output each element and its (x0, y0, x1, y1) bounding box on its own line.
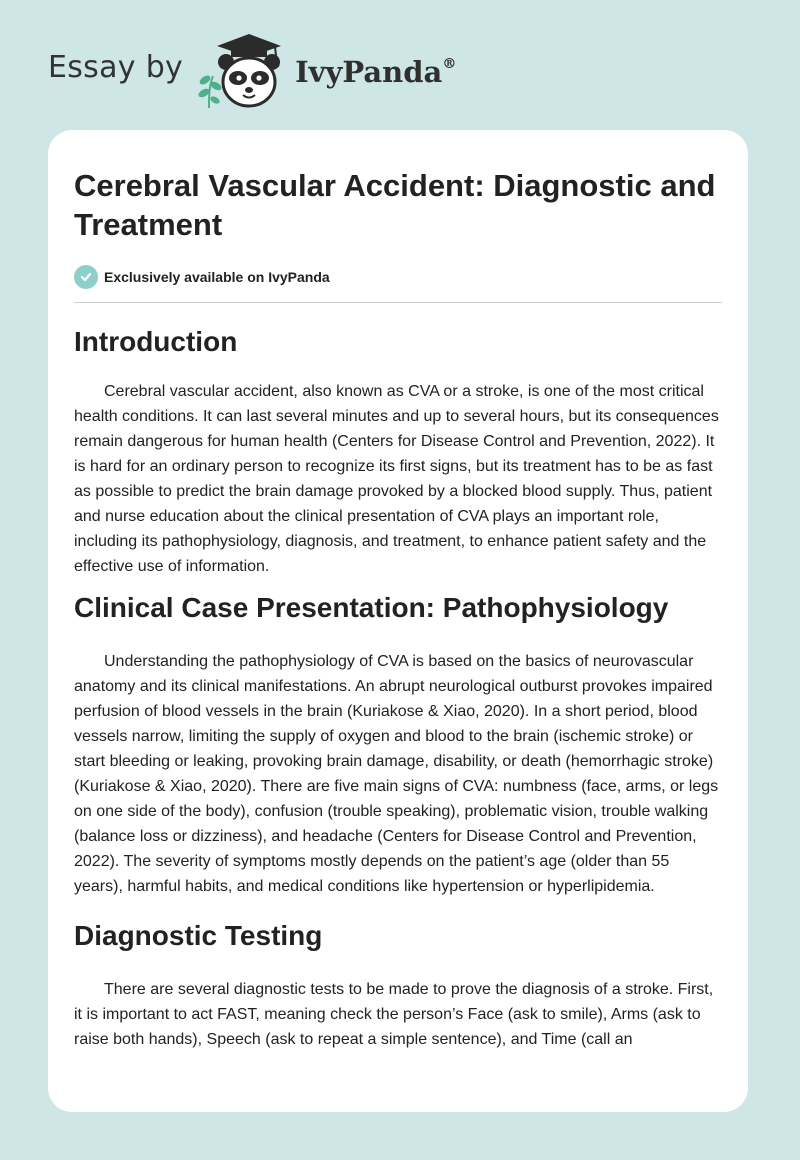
section-heading-pathophysiology: Clinical Case Presentation: Pathophysiology (74, 592, 669, 623)
essay-title: Cerebral Vascular Accident: Diagnostic and Treatment (74, 168, 716, 242)
check-icon (74, 265, 98, 289)
essay-content (74, 166, 722, 1052)
registered-mark: ® (442, 56, 457, 72)
essay-card (48, 130, 748, 1112)
brand-prefix: Essay by (48, 49, 184, 85)
exclusive-badge (74, 264, 722, 290)
section-heading-diagnostic-testing: Diagnostic Testing (74, 920, 323, 951)
brand-name[interactable]: IvyPanda® (295, 55, 457, 89)
section-body-pathophysiology: Understanding the pathophysiology of CVA is based on the basics of neurovascular anatomy and its clinical manifestations. An abrupt neurological outburst provokes impaired perfusion of blood vessels in the brain (Kuriakose & Xiao, 2020). In a short period, blood vessels narrow, limiting the supply of oxygen and blood to the brain (ischemic stroke) or start bleeding or leaking, provoking brain damage, disability, or death (hemorrhagic stroke) (Kuriakose & Xiao, 2020). There are five main signs of CVA: numbness (face, arms, or legs on one side of the body), confusion (trouble speaking), problematic vision, trouble walking (balance loss or dizziness), and headache (Centers for Disease Control and Prevention, 2022). The severity of symptoms mostly depends on the patient’s age (older than 55 years), harmful habits, and medical conditions like hypertension or hyperlipidemia. (74, 653, 719, 895)
section-body-introduction: Cerebral vascular accident, also known as CVA or a stroke, is one of the most critical health conditions. It can last several minutes and up to several hours, but its consequences remain dangerous for human health (Centers for Disease Control and Prevention, 2022). It is hard for an ordinary person to recognize its first signs, but its treatment has to be as fast as possible to predict the brain damage provoked by a blocked blood supply. Thus, patient and nurse education about the clinical presentation of CVA plays an important role, including its pathophysiology, diagnosis, and treatment, to enhance patient safety and the effective use of information. (74, 383, 719, 575)
brand-header (48, 30, 456, 110)
exclusive-label: Exclusively available on IvyPanda (104, 269, 330, 285)
leaf-icon (197, 74, 223, 108)
section-heading-introduction: Introduction (74, 326, 238, 357)
section-body-diagnostic-testing: There are several diagnostic tests to be made to prove the diagnosis of a stroke. First, it is important to act FAST, meaning check the person’s Face (ask to smile), Arms (ask to raise both hands), Speech (ask to repeat a simple sentence), and Time (call an (74, 981, 714, 1048)
title-divider (74, 302, 722, 303)
panda-logo-icon[interactable] (195, 30, 291, 110)
